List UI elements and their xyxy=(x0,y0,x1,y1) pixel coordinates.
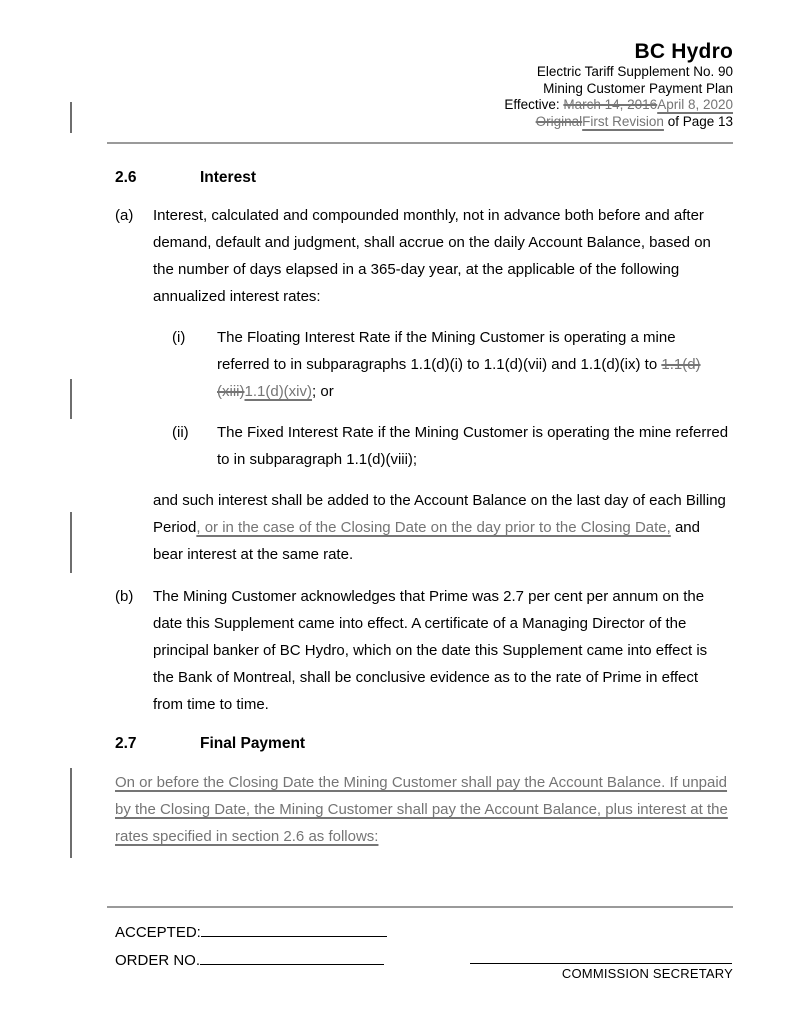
change-bar xyxy=(70,512,72,573)
inserted-text: 1.1(d)(xiv) xyxy=(244,383,313,400)
text-run: The Floating Interest Rate if the Mining Customer is operating a mine referred to in subparagraphs 1.1(d)(i) to 1.1(d)(vii) and 1.1(d)(ix) to xyxy=(217,329,676,373)
text-run: Mining Customer Payment Plan xyxy=(543,80,733,96)
section-number: 2.7 xyxy=(115,735,137,752)
order-label: ORDER NO. xyxy=(115,952,201,969)
paragraph-text xyxy=(153,583,731,718)
change-bar xyxy=(70,768,72,858)
text-run: and such interest shall be added to the Account Balance on the last day of each Billing Period xyxy=(153,492,726,536)
paragraph-b xyxy=(115,583,731,718)
deleted-text: March 14, 2016 xyxy=(563,97,658,112)
inserted-text: On or before the Closing Date the Mining Customer shall pay the Account Balance. If unpaid by the Closing Date, the Mining Customer shall pay the Account Balance, plus interest at the rates specified in section 2.6 as follows: xyxy=(115,774,728,845)
section-heading-2-6 xyxy=(115,168,731,187)
header-supplement-line xyxy=(504,64,733,81)
text-run: and bear interest at the same rate. xyxy=(153,519,700,563)
document-body xyxy=(115,168,731,850)
header-plan-line xyxy=(504,81,733,98)
text-run: Electric Tariff Supplement No. 90 xyxy=(536,64,733,79)
section-heading-2-7 xyxy=(115,734,731,753)
accepted-row xyxy=(115,922,387,941)
section-title: Final Payment xyxy=(200,735,306,752)
footer-divider xyxy=(107,906,733,908)
header-divider xyxy=(107,142,733,144)
order-row xyxy=(115,950,384,969)
subparagraph-i xyxy=(172,324,731,405)
inserted-text: April 8, 2020 xyxy=(657,97,733,112)
accepted-label: ACCEPTED: xyxy=(115,924,201,941)
section-title: Interest xyxy=(200,169,256,186)
text-run: The Fixed Interest Rate if the Mining Customer is operating the mine referred to in subparagraph 1.1(d)(viii); xyxy=(217,424,729,468)
order-signature-line xyxy=(200,950,384,965)
subparagraph-marker: (i) xyxy=(172,329,186,346)
accepted-signature-line xyxy=(201,922,387,937)
document-header xyxy=(504,40,733,130)
company-title: BC Hydro xyxy=(634,40,733,63)
secretary-signature-line xyxy=(470,963,732,964)
inserted-text: , or in the case of the Closing Date on the day prior to the Closing Date, xyxy=(196,519,671,536)
final-payment-paragraph xyxy=(115,769,731,850)
deleted-text: Original xyxy=(535,113,583,129)
text-run: Effective: xyxy=(504,97,564,112)
text-run: Interest, calculated and compounded monthly, not in advance both before and after demand, default and judgment, shall accrue on the daily Account Balance, based on the number of days elapsed in a 365-day year, at the applicable of the following annualized interest rates: xyxy=(153,207,711,305)
subparagraph-text xyxy=(217,324,731,405)
text-run: ; or xyxy=(312,383,334,400)
subparagraph-marker: (ii) xyxy=(172,424,189,441)
paragraph-marker: (b) xyxy=(115,588,134,605)
text-run: of Page 13 xyxy=(663,113,733,129)
subparagraph-text xyxy=(217,419,731,473)
change-bar xyxy=(70,102,72,133)
paragraph-a xyxy=(115,202,731,310)
continuation-paragraph xyxy=(153,487,731,568)
section-number: 2.6 xyxy=(115,169,137,186)
paragraph-text xyxy=(153,202,731,310)
subparagraph-ii xyxy=(172,419,731,473)
inserted-text: First Revision xyxy=(582,113,664,129)
header-revision-line xyxy=(504,114,733,131)
paragraph-marker: (a) xyxy=(115,207,134,224)
secretary-label: COMMISSION SECRETARY xyxy=(561,966,733,981)
header-effective-line xyxy=(504,97,733,114)
text-run: The Mining Customer acknowledges that Prime was 2.7 per cent per annum on the date this Supplement came into effect. A certificate of a Managing Director of the principal banker of BC Hydro, which on the date this Supplement came into effect is the Bank of Montreal, shall be conclusive evidence as to the rate of Prime in effect from time to time. xyxy=(153,588,708,713)
deleted-text: 1.1(d)(xiii) xyxy=(217,356,701,400)
change-bar xyxy=(70,379,72,419)
